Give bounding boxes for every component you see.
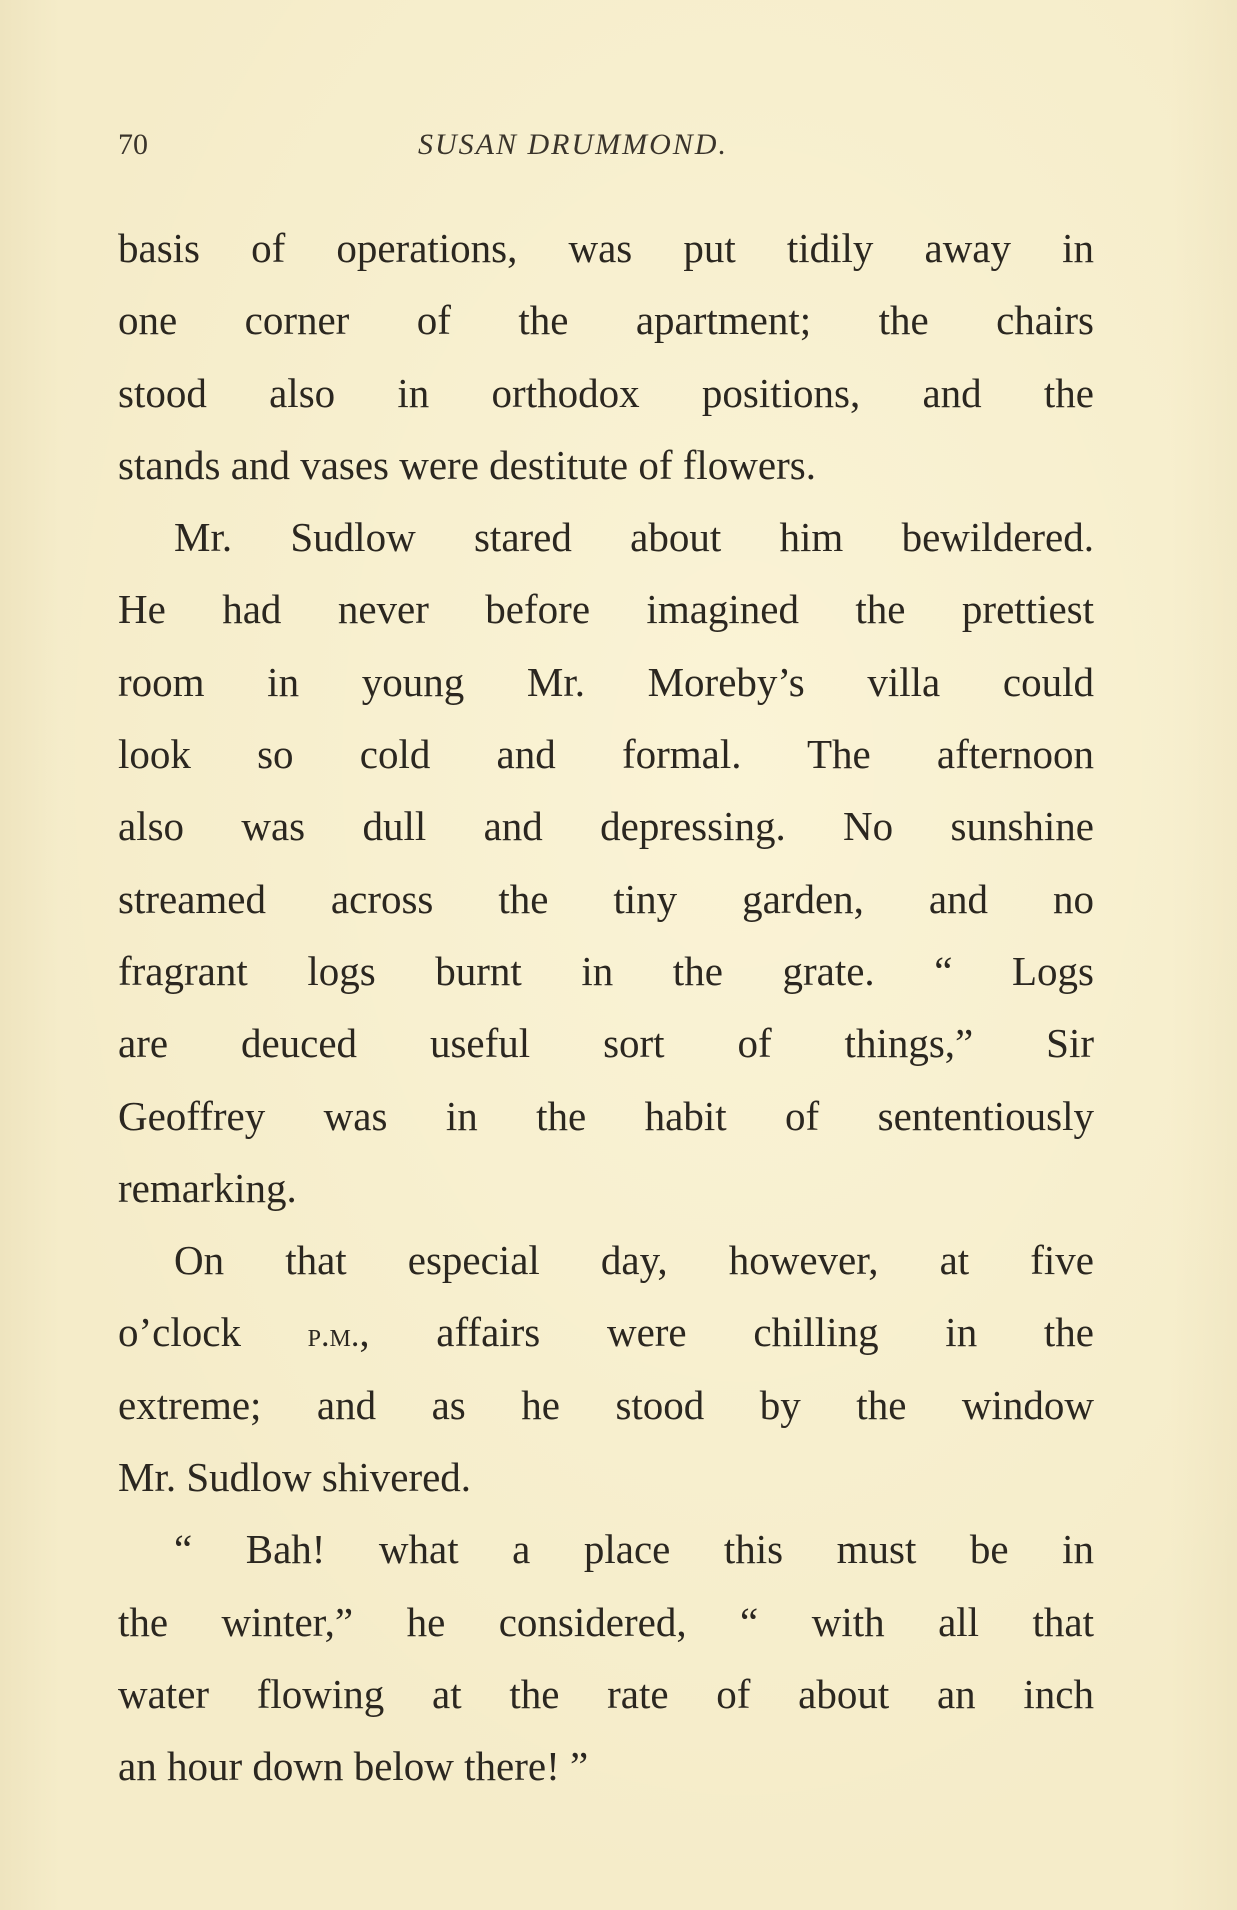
text-line: basis of operations, was put tidily away in	[118, 225, 1094, 271]
text-line: fragrant logs burnt in the grate. “ Logs	[118, 947, 1094, 994]
text-line: stands and vases were destitute of flowers.	[118, 441, 816, 488]
text-line: Mr. Sudlow shivered.	[118, 1454, 472, 1501]
text-line: one corner of the apartment; the chairs	[118, 297, 1094, 344]
text-line-with-small-caps	[118, 1296, 1094, 1368]
text-line: extreme; and as he stood by the window	[118, 1381, 1094, 1428]
text-fragment: , affairs were chilling in the	[359, 1309, 1094, 1356]
text-line: Geoffrey was in the habit of sententiously	[118, 1092, 1094, 1139]
text-line: stood also in orthodox positions, and the	[118, 369, 1094, 416]
text-line: also was dull and depressing. No sunshine	[118, 803, 1094, 850]
text-line: are deuced useful sort of things,” Sir	[118, 1020, 1094, 1067]
text-line: remarking.	[118, 1164, 297, 1211]
text-line: streamed across the tiny garden, and no	[118, 875, 1094, 922]
running-head	[118, 128, 1094, 168]
small-caps-abbreviation: p.m.	[307, 1317, 360, 1355]
text-line: “ Bah! what a place this must be in	[174, 1526, 1094, 1573]
body-text	[118, 212, 1094, 1803]
text-line: Mr. Sudlow stared about him bewildered.	[174, 514, 1094, 561]
text-line: He had never before imagined the prettiest	[118, 586, 1094, 633]
text-line: an hour down below there! ”	[118, 1743, 589, 1790]
text-line: look so cold and formal. The afternoon	[118, 731, 1094, 778]
running-title: SUSAN DRUMMOND.	[418, 128, 728, 161]
text-line: On that especial day, however, at five	[174, 1237, 1094, 1284]
page-number: 70	[118, 128, 148, 161]
text-line: water flowing at the rate of about an inch	[118, 1670, 1094, 1717]
text-line: the winter,” he considered, “ with all that	[118, 1598, 1094, 1645]
text-fragment: o’clock	[118, 1309, 308, 1356]
text-line: room in young Mr. Moreby’s villa could	[118, 658, 1094, 705]
